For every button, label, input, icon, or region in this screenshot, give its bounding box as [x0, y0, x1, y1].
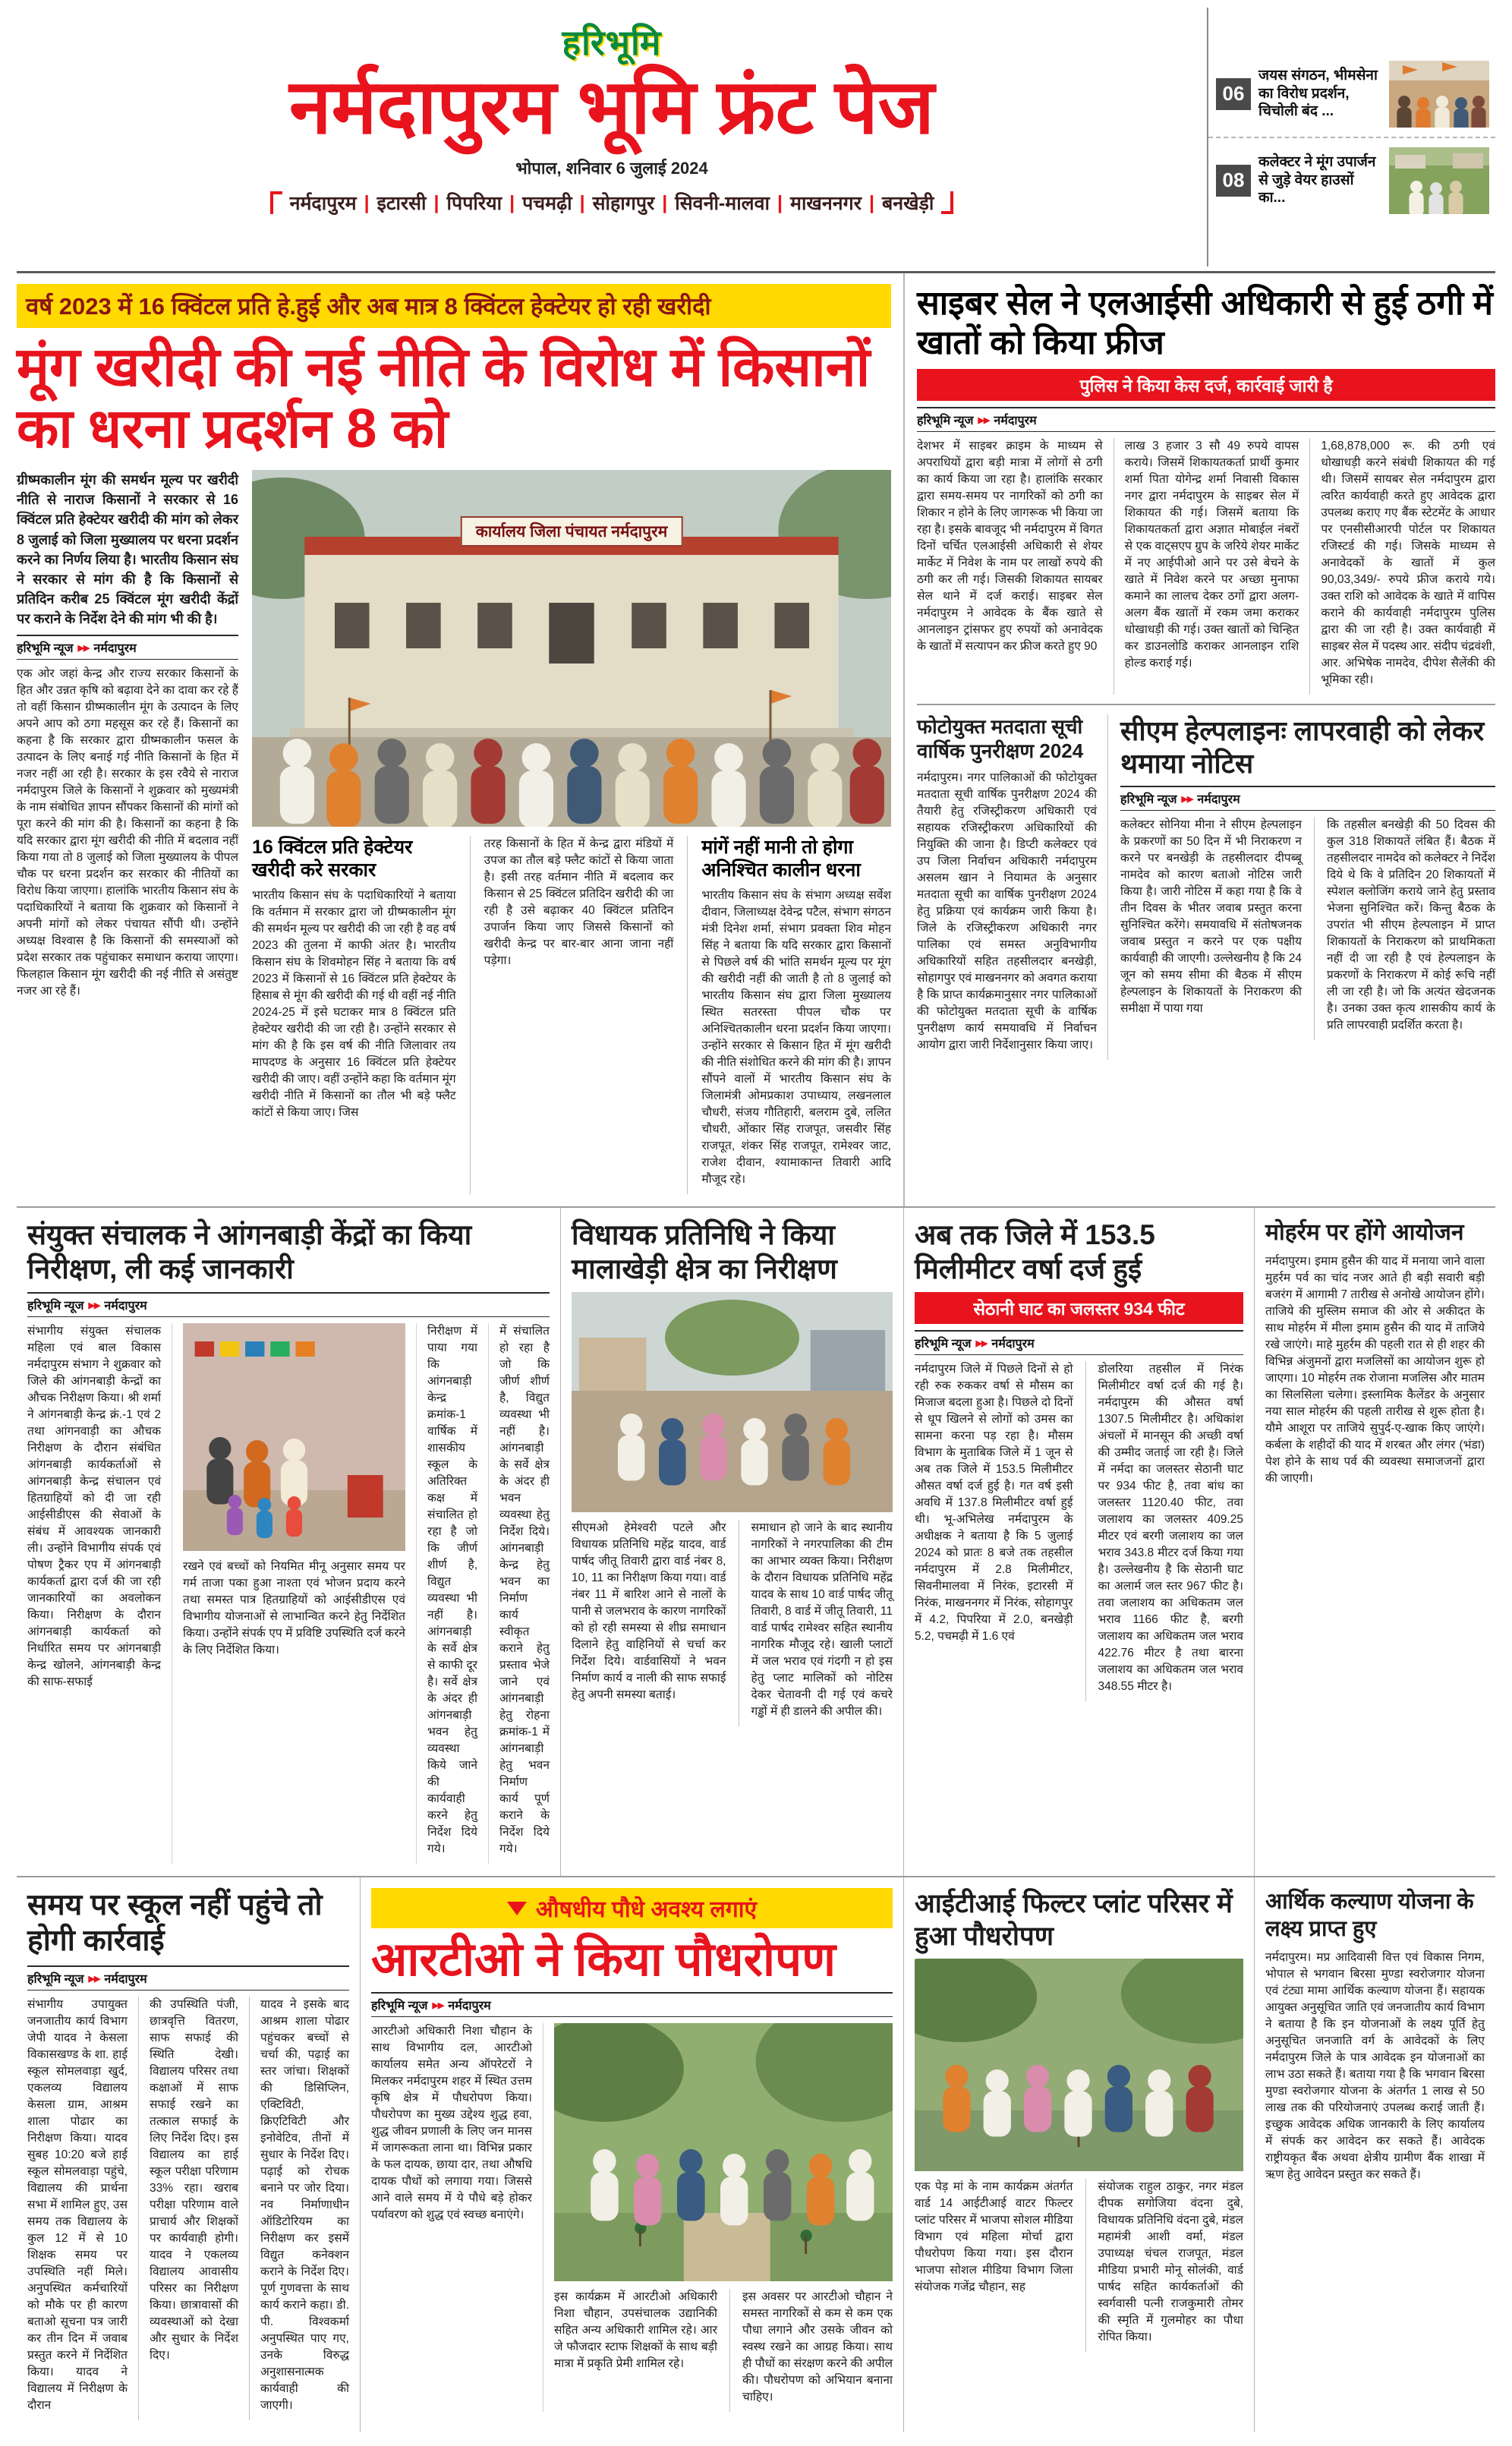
nav-item-narmadapuram[interactable]: नर्मदापुरम	[289, 193, 357, 214]
byline-agency: हरिभूमि न्यूज	[27, 1972, 84, 1986]
cm-helpline-column-1	[1120, 817, 1302, 1040]
iti-column-1	[915, 2179, 1073, 2352]
muharram-headline: मोहर्रम पर होंगे आयोजन	[1265, 1220, 1464, 1246]
body-text: कि तहसील बनखेड़ी की 50 दिवस की कुल 318 शिकायतें लंबित हैं। बैठक में तहसीलदार नामदेव को कलेक्टर ने निर्देश दिये थे कि वे प्रतिदिन 20 शिकायतों में स्पेशल क्लोजिंग कराये जाने हेतु प्रस्ताव भेजना सुनिश्चित करें। किन्तु बैठक के उपरांत भी सीएम हेल्पलाइन में प्राप्त शिकायतों के निराकरण को प्राथमिकता नहीं दी जा रही है एवं हेल्पलाइन के प्रकरणों के निराकरण में कोई रूचि नहीं ली जा रही है। जो कि अत्यंत खेदजनक है। उनका उक्त कृत्य शासकीय कार्य के प्रति लापरवाही प्रदर्शित करता है।	[1327, 818, 1495, 1032]
byline-city: नर्मदापुरम	[104, 1300, 147, 1313]
body-text: नर्मदापुरम। नगर पालिकाओं की फोटोयुक्त मतदाता सूची वार्षिक पुनरीक्षण 2024 की तैयारी हेतु रजिस्ट्रीकरण अधिकारी एवं सहायक रजिस्ट्रीकरण अधिकारियों की नियुक्ति की जाना है। डिप्टी कलेक्टर एवं उप जिला निर्वाचन अधिकारी नर्मदापुरम असलम खान ने नियामत के अनुसार मतदाता सूची का वार्षिक पुनरीक्षण 2024 हेतु प्रक्रिया एवं कार्यक्रम जारी किया है। जिले के रजिस्ट्रीकरण अधिकारी नगर पालिका एवं समस्त अनुविभागीय अधिकारियों सहित तहसीलदार बनखेड़ी, सोहागपुर एवं माखननगर को अवगत कराया है कि प्राप्त कार्यक्रमानुसार नगर पालिकाओं की फोटोयुक्त मतदाता सूची के वार्षिक पुनरीक्षण कार्य समयावधि में निर्वाचन आयोग द्वारा जारी निर्देशानुसार किया जाए।	[917, 771, 1097, 1051]
teaser-photo-warehouse	[1389, 147, 1489, 214]
lead-headline: मूंग खरीदी की नई नीति के विरोध में किसानों का धरना प्रदर्शन 8 को	[17, 337, 871, 459]
iti-photo	[915, 1959, 1243, 2171]
lead-sub-column-1	[252, 836, 456, 1194]
page-badge: 08	[1216, 165, 1251, 197]
separator	[509, 192, 515, 214]
rto-photo	[554, 2023, 893, 2281]
byline-arrows-icon	[1181, 792, 1192, 805]
malakhedi-headline: विधायक प्रतिनिधि ने किया मालाखेड़ी क्षेत्र का निरीक्षण	[572, 1219, 837, 1284]
cm-helpline-headline: सीएम हेल्पलाइनः लापरवाही को लेकर थमाया नोटिस	[1120, 714, 1485, 779]
school-story	[17, 1877, 360, 2432]
byline	[1120, 786, 1495, 811]
masthead-teasers	[1207, 8, 1495, 266]
byline-city: नर्मदापुरम	[994, 414, 1037, 427]
lead-story	[17, 273, 905, 1206]
body-text: संभागीय उपायुक्त जनजातीय कार्य विभाग जेपी यादव ने केसला विकासखण्ड के शा. हाई स्कूल सोमलवाड़ा खुर्द, एकलव्य विद्यालय केसला ग्राम, आश्रम शाला पोढार का निरीक्षण किया। यादव सुबह 10:20 बजे हाई स्कूल सोमलवाड़ा पहुंचे, विद्यालय की प्रार्थना सभा में शामिल हुए, उस समय तक विद्यालय के कुल 12 में से 10 शिक्षक समय पर उपस्थिति नहीं मिले। अनुपस्थित कर्मचारियों को मौके पर ही कारण बताओ सूचना पत्र जारी कर तीन दिन में जवाब प्रस्तुत करने में निर्देशित किया। यादव ने विद्यालय में निरीक्षण के दौरान	[27, 1997, 128, 2412]
masthead-main	[17, 8, 1207, 266]
rainfall-column-1	[915, 1361, 1073, 1701]
byline-agency: हरिभूमि न्यूज	[27, 1300, 84, 1313]
lead-sub-column-3	[687, 836, 891, 1194]
byline-agency: हरिभूमि न्यूज	[1120, 793, 1177, 807]
body-text: देशभर में साइबर क्राइम के माध्यम से अपराधियों द्वारा बड़ी मात्रा में लोगों से ठगी का कार्य किया जा रहा है। हालांकि सरकार द्वारा समय-समय पर नागरिकों को ठगी का शिकार न होने के लिए जागरूक भी किया जा रहा है। इसके बावजूद भी नर्मदापुरम में विगत दिनों चर्चित एलआईसी अधिकारी से शेयर मार्केट में निवेश के नाम पर लाखों रुपये की ठगी कर ली गई। जिसकी शिकायत सायबर सेल थाने में दर्ज कराई। साइबर सेल नर्मदापुरम ने आवेदक के बैंक खाते से आनलाइन ट्रांसफर हुए रुपयों को अनावेदक के खातों में सत्यापन कर फ्रीज करते हुए 90	[917, 439, 1103, 653]
byline-arrows-icon	[88, 1972, 99, 1985]
edition-nav	[17, 190, 1207, 216]
byline-agency: हरिभूमि न्यूज	[371, 2000, 428, 2013]
cm-helpline-story	[1120, 714, 1495, 1060]
byline	[27, 1965, 349, 1991]
malakhedi-story	[560, 1208, 903, 1876]
voterlist-story	[917, 714, 1108, 1060]
body-text: निरीक्षण में पाया गया कि आंगनबाड़ी केन्द्र क्रमांक-1 वार्षिक में शासकीय स्कूल के अतिरिक्त कक्ष में संचालित हो रहा है जो कि जीर्ण शीर्ण है, विद्युत व्यवस्था भी नहीं है। आंगनबाड़ी के सर्वे क्षेत्र से काफी दूर है। सर्वे क्षेत्र के अंदर ही आंगनबाड़ी भवन हेतु व्यवस्था किये जाने की कार्यवाही करने हेतु निर्देश दिये गये।	[427, 1325, 477, 1856]
anganwadi-story	[17, 1208, 560, 1876]
page-title: नर्मदापुरम भूमि फ्रंट पेज	[289, 65, 934, 150]
byline-arrows-icon	[88, 1298, 99, 1312]
byline-city: नर्मदापुरम	[448, 2000, 491, 2013]
byline-city: नर्मदापुरम	[104, 1972, 147, 1986]
nav-item-pachmarhi[interactable]: पचमढ़ी	[522, 193, 572, 214]
body-text: इस अवसर पर आरटीओ चौहान ने समस्त नागरिकों से कम से कम एक पौधा लगाने और उसके जीवन को स्वस्थ रखने का आग्रह किया। साथ ही पौधों का संरक्षण करने की अपील की। पौधरोपण को अभियान बनाना चाहिए।	[742, 2290, 893, 2404]
right-rail	[905, 273, 1495, 1206]
lead-kicker: वर्ष 2023 में 16 क्विंटल प्रति हे.हुई और अब मात्र 8 क्विंटल हेक्टेयर हो रही खरीदी	[17, 284, 891, 328]
bracket-left-icon	[270, 191, 282, 214]
school-column-3	[249, 1997, 349, 2420]
dateline: भोपाल, शनिवार 6 जुलाई 2024	[515, 159, 708, 178]
rto-column-2	[554, 2289, 717, 2412]
byline	[27, 1292, 550, 1317]
muharram-story	[1254, 1208, 1495, 1876]
byline-city: नर्मदापुरम	[93, 642, 137, 655]
anganwadi-column-1	[27, 1323, 161, 1864]
teaser-item-06[interactable]	[1208, 52, 1495, 137]
nav-item-pipariya[interactable]: पिपरिया	[446, 193, 502, 214]
teaser-text: कलेक्टर ने मूंग उपार्जन से जुड़े वेयर हाउसों का...	[1258, 153, 1376, 206]
sub-headline: मांगें नहीं मानी तो होगा अनिश्चित कालीन धरना	[701, 837, 861, 881]
nav-item-itarsi[interactable]: इटारसी	[376, 193, 427, 214]
body-text: 1,68,878,000 रू. की ठगी एवं धोखाधड़ी करने संबंधी शिकायत की गई थी। जिसमें सायबर सेल नर्मदापुरम द्वारा त्वरित कार्यवाही करते हुए आवेदक द्वारा उपलब्ध कराए गए बैंक स्टेटमेंट के आधार पर एनसीसीआरपी पोर्टल पर शिकायत रजिस्टर्ड की गई। जिसके माध्यम से अनावेदकों के खातों में कुल 90,03,349/- रुपये फ्रीज कराये गये। उक्त राशि को आवेदक के खाते में वापिस कराने की कार्यवाही नर्मदापुरम पुलिस द्वारा की जा रही है। उक्त कार्यवाही में साइबर सेल में पदस्थ आर. संदीप चंद्रवंशी, आर. अभिषेक नामदेव, दीपेश सैलेंकी की भूमिका रही।	[1321, 439, 1495, 686]
separator	[580, 192, 585, 214]
body-text: इस कार्यक्रम में आरटीओ अधिकारी निशा चौहान, उपसंचालक उद्यानिकी सहित अन्य अधिकारी शामिल रहे। आर जे फौजदार स्टाफ शिक्षकों के साथ बड़ी मात्रा में प्रकृति प्रेमी शामिल रहे।	[554, 2290, 717, 2371]
byline	[17, 635, 238, 660]
top-section	[17, 273, 1495, 1208]
cyber-column-2	[1114, 438, 1299, 695]
body-text: समाधान हो जाने के बाद स्थानीय नागरिकों ने नगरपालिका की टीम का आभार व्यक्त किया। निरीक्षण के दौरान विधायक प्रतिनिधि महेंद्र यादव के साथ 10 वार्ड पार्षद जीतू तिवारी, 8 वार्ड में जीतू तिवारी, 11 वार्ड पार्षद रामेश्वर सहित स्थानीय नागरिक मौजूद रहे। खाली प्लाटों में जल भराव एवं गंदगी न हो इस हेतु प्लाट मालिकों को नोटिस देकर चेतावनी दी गई एवं कचरे गड्ढों में ही डालने की अपील की।	[751, 1521, 893, 1719]
byline-arrows-icon	[978, 413, 989, 427]
rto-headline: आरटीओ ने किया पौधरोपण	[371, 1934, 836, 1987]
nav-item-makhannagar[interactable]: माखननगर	[790, 193, 862, 214]
iti-columns	[915, 2179, 1243, 2352]
bracket-right-icon	[941, 191, 953, 214]
byline-arrows-icon	[975, 1336, 987, 1350]
rainfall-column-2	[1085, 1361, 1244, 1701]
byline-arrows-icon	[432, 1998, 443, 2012]
rto-story	[360, 1877, 903, 2432]
body-text: रखने एवं बच्चों को नियमित मीनू अनुसार समय पर गर्म ताजा पका हुआ नाश्ता एवं भोजन प्रदाय करने तथा समस्त पात्र हितग्राहियों को आईसीडीएस एवं विभागीय योजनाओं से लाभान्वित करने हेतु निर्देशित किया। उन्होंने संपर्क एप में प्रविष्टि उपस्थिति दर्ज करने के लिए निर्देशित किया।	[183, 1560, 405, 1657]
anganwadi-column-3	[488, 1323, 550, 1864]
cm-helpline-column-2	[1314, 817, 1495, 1040]
body-text: कलेक्टर सोनिया मीना ने सीएम हेल्पलाइन के प्रकरणों का 50 दिन में भी निराकरण न करने पर बनखेड़ी के तहसीलदार दीपब्बू नामदेव को कारण बताओ नोटिस जारी किया है। जारी नोटिस में कहा गया है कि वे तीन दिवस के भीतर जवाब प्रस्तुत करना सुनिश्चित करेंगे। समयावधि में संतोषजनक जवाब प्रस्तुत न करने पर एक पक्षीय कार्यवाही की जाएगी। उल्लेखनीय है कि 24 जून को समय सीमा की बैठक में सीएम हेल्पलाइन के शिकायतों के निराकरण की समीक्षा में पाया गया	[1120, 818, 1302, 1016]
teaser-text: जयस संगठन, भीमसेना का विरोध प्रदर्शन, चिचोली बंद ...	[1258, 67, 1378, 120]
rto-photo-area	[543, 2023, 893, 2412]
cyber-column-1	[917, 438, 1103, 695]
rto-column-3	[729, 2289, 893, 2412]
malakhedi-column-1	[572, 1520, 726, 1726]
down-arrow-icon	[507, 1902, 527, 1915]
rainfall-headline: अब तक जिले में 153.5 मिलीमीटर वर्षा दर्ज हुई	[915, 1219, 1155, 1284]
malakhedi-columns	[572, 1520, 893, 1726]
body-text: नर्मदापुरम। मप्र आदिवासी वित्त एवं विकास निगम, भोपाल से भगवान बिरसा मुण्डा स्वरोजगार योजना एवं टंट्या मामा आर्थिक कल्याण योजना हैं। सहायक आयुक्त अनुसूचित जाति एवं जनजातीय कार्य विभाग ने बताया है कि इन योजनाओं के लक्ष्य पूर्ति हेतु अनुसूचित जनजाति वर्ग के आवेदकों के लिए नर्मदापुरम जिले के पात्र आवेदक इन योजनाओं का लाभ उठा सकते हैं। बताया गया है कि भगवान बिरसा मुण्डा स्वरोजगार योजना के अंतर्गत 1 लाख से 50 लाख तक की परियोजनाएं उपलब्ध कराई जाती हैं। इच्छुक आवेदक अधिक जानकारी के लिए कार्यालय में संपर्क कर आवेदन कर सकते हैं। आवेदक राष्ट्रीयकृत बैंक अथवा क्षेत्रीय ग्रामीण बैंक शाखा में ऋण हेतु आवेदन प्रस्तुत कर सकते हैं।	[1265, 1950, 1485, 2181]
body-text: सीएमओ हेमेश्वरी पटले और विधायक प्रतिनिधि महेंद्र यादव, वार्ड पार्षद जीतू तिवारी द्वारा वार्ड नंबर 8, 10, 11 का निरीक्षण किया गया। वार्ड नंबर 11 में बारिश आने से नालों के पानी से जलभराव के कारण नागरिकों को हो रही समस्या से शीघ्र समाधान दिलाने हेतु वाहिनियों से चर्चा कर निर्देश दिये। वार्डवासियों ने भवन निर्माण कार्य व नाली की साफ सफाई हेतु अपनी समस्या बताई।	[572, 1521, 726, 1702]
cyber-columns	[917, 438, 1495, 695]
anganwadi-column-2	[416, 1323, 477, 1864]
body-text: भारतीय किसान संघ के संभाग अध्यक्ष सर्वेश दीवान, जिलाध्यक्ष देवेन्द्र पटैल, संभाग संगठन मंत्री दिनेश शर्मा, संभाग प्रवक्ता शिव मोहन सिंह ने बताया कि यदि सरकार द्वारा किसानों से पिछले वर्ष की भांति समर्थन मूल्य पर मूंग की खरीदी नहीं की जाती है तो 8 जुलाई को भारतीय किसान संघ द्वारा जिला मुख्यालय स्थित सतरस्ता पीपल चौक पर अनिश्चितकालीन धरना प्रदर्शन किया जाएगा। उन्होंने सरकार से किसान हित में मूंग खरीदी की नीति संशोधित करने की मांग की है। ज्ञापन सौंपने वालों में भारतीय किसान संघ के जिलामंत्री ओमप्रकाश उपाध्याय, लखनलाल चौधरी, संजय गौतिहारी, बलराम दुबे, ललित चौधरी, ओंकार सिंह राजपूत, जसवीर सिंह राजपूत, शंकर सिंह राजपूत, रामेश्वर जाट, राजेश दीवान, श्यामाकान्त तिवारी आदि मौजूद रहे।	[701, 889, 891, 1187]
anganwadi-photo	[183, 1323, 405, 1551]
school-column-2	[138, 1997, 238, 2420]
byline-agency: हरिभूमि न्यूज	[915, 1338, 972, 1351]
rto-bottom-columns	[554, 2289, 893, 2412]
body-text: यादव ने इसके बाद आश्रम शाला पोढार पहुंचकर बच्चों से चर्चा की, पढ़ाई का स्तर जांचा। शिक्षकों की डिसिप्लिन, एक्टिविटी, क्रिएटिविटी और इनोवेटिव, तीनों में सुधार के निर्देश दिए। पढ़ाई को रोचक बनाने पर जोर दिया। नव निर्माणाधीन ऑडिटोरियम का निरीक्षण कर इसमें विद्युत कनेक्शन कराने के निर्देश दिए। पूर्ण गुणवत्ता के साथ कार्य कराने कहा। डी. पी. विश्वकर्मा अनुपस्थित पाए गए, उनके विरुद्ध अनुशासनात्मक कार्यवाही की जाएगी।	[260, 1997, 349, 2412]
lead-intro: ग्रीष्मकालीन मूंग की समर्थन मूल्य पर खरीदी नीति से नाराज किसानों ने सरकार से 16 क्विंटल प्रति हेक्टेयर खरीदी की मांग को लेकर 8 जुलाई को जिला मुख्यालय पर धरना प्रदर्शन करने का निर्णय लिया है। भारतीय किसान संघ ने सरकार से मांग की है कि किसानों से प्रतिदिन करीब 25 क्विंटल मूंग खरीदी केंद्रों पर कराने के निर्देश देने की मांग भी की है।	[17, 472, 238, 626]
nav-item-bankhedi[interactable]: बनखेड़ी	[881, 193, 934, 214]
byline-arrows-icon	[77, 641, 89, 654]
anganwadi-photo-column	[172, 1323, 405, 1864]
lead-sub-columns	[252, 836, 891, 1194]
lead-right-area	[252, 470, 891, 1194]
body-text: एक ओर जहां केन्द्र और राज्य सरकार किसानों के हित और उन्नत कृषि को बढ़ावा देने का दावा कर रहे हैं तो वहीं किसान ग्रीष्मकालीन मूंग के उत्पादन के लिए अपने आप को ठगा महसूस कर रहे हैं। किसानों का कहना है कि सरकार द्वारा ग्रीष्मकालीन फसल के उत्पादन के लिए बनाई गई नीति किसानों के हित में नजर नहीं आ रही है। सरकार के इस रवैये से नाराज नर्मदापुरम जिले के किसानों ने शुक्रवार को मुख्यमंत्री के नाम संबोधित ज्ञापन सौंपकर किसानों की मांगों को पूरा करने की मांग की है। किसानों का कहना है कि यदि सरकार द्वारा मूंग खरीदी की नीति में बदलाव नहीं किया गया तो 8 जुलाई को जिला मुख्यालय के पीपल चौक पर धरना प्रदर्शन कर सरकार की नीतियों का विरोध किया जाएगा। हालांकि भारतीय किसान संघ के पदाधिकारियों ने बताया कि शुक्रवार को किसानों ने अपनी मांगों को लेकर पंचायत सौंपी थी। उन्होंने अध्यक्ष विश्वास है कि किसानों की समस्याओं को प्रदेश सरकार तक पहुंचाकर समाधान कराया जाएगा। फिलहाल किसान मूंग खरीदी की नई नीति से असंतुष्ट नजर आ रहे हैं।	[17, 667, 238, 998]
body-text: संयोजक राहुल ठाकुर, नगर मंडल दीपक सगोजिया वंदना दुबे, विधायक प्रतिनिधि वंदना दुबे, मंडल महामंत्री आशी वर्मा, मंडल उपाध्यक्ष चंचल राजपूत, मंडल मीडिया प्रभारी मोनू सोलंकी, वार्ड पार्षद सहित कार्यकर्ताओं की स्वर्गवासी पत्नी राजकुमारी तोमर की स्मृति में गुलमोहर का पौधा रोपित किया।	[1098, 2180, 1243, 2344]
iti-story	[903, 1877, 1254, 2432]
rto-kicker-text: औषधीय पौधे अवश्य लगाएं	[535, 1897, 758, 1923]
body-text: में संचालित हो रहा है जो कि जीर्ण शीर्ण है, विद्युत व्यवस्था भी नहीं है। आंगनबाड़ी के सर्वे क्षेत्र के अंदर ही भवन व्यवस्था हेतु निर्देश दिये। आंगनबाड़ी केन्द्र हेतु भवन का निर्माण कार्य स्वीकृत कराने हेतु प्रस्ताव भेजे जाने एवं आंगनबाड़ी हेतु रोहना क्रमांक-1 में आंगनबाड़ी हेतु भवन निर्माण कार्य पूर्ण कराने के निर्देश दिये गये।	[499, 1325, 550, 1856]
body-text: तरह किसानों के हित में केन्द्र द्वारा मंडियों में उपज का तौल बड़े फ्लैट कांटों से किया जाता है। इसी तरह वर्तमान नीति में बदलाव कर किसान से 25 क्विंटल प्रतिदिन खरीदी की जा रही है उसे बढ़ाकर 40 क्विंटल प्रतिदिन उपार्जन किया जाए जिससे किसानों को खरीदी केन्द्र पर बार-बार आना जाना नहीं पड़ेगा।	[484, 837, 674, 968]
separator	[869, 192, 874, 214]
teaser-photo-protest	[1389, 61, 1489, 128]
separator	[777, 192, 783, 214]
body-text: लाख 3 हजार 3 सौ 49 रुपये वापस कराये। जिसमें शिकायतकर्ता प्रार्थी कुमार शर्मा पिता योगेन्द्र शर्मा निवासी विकास नगर द्वारा नर्मदापुरम के साइबर सेल में शिकायत की गई। जिसमें बताया कि शिकायतकर्ता द्वारा अज्ञात मोबाईल नंबरों से एक वाट्सएप ग्रुप के जरिये शेयर मार्केट में नए आईपीओ आने पर उसे बेचने के खाते में निवेश करने पर अच्छा मुनाफा कमाने का लालच देकर ठगों द्वारा अलग-अलग बैंक खातों में रकम जमा कराकर धोखाधड़ी की गई। उक्त खातों को चिन्हित कर डाउनलोडि कराकर आनलाइन राशि होल्ड कराई गई।	[1124, 439, 1299, 670]
rainfall-subhead-bar: सेठानी घाट का जलस्तर 934 फीट	[915, 1292, 1243, 1324]
body-text: डोलरिया तहसील में निरंक मिलीमीटर वर्षा दर्ज की गई है। नर्मदापुरम की औसत वर्षा 1307.5 मिलीमीटर है। अधिकांश अंचलों में मानसून की अच्छी वर्षा की उम्मीद जताई जा रही है। जिले में नर्मदा का जलस्तर सेठानी घाट पर 934 फीट है, तवा बांध का जलस्तर 1120.40 फीट, तवा जलाशय का जलस्तर 409.25 मीटर एवं बरगी जलाशय का जल भराव 343.8 मीटर दर्ज किया गया है। उल्लेखनीय है कि सेठानी घाट का अलार्म जल स्तर 967 फीट है। तवा जलाशय का अधिकतम जल भराव 1166 फीट है, बरगी जलाशय का अधिकतम जल भराव 422.76 मीटर है तथा बारना जलाशय का अधिकतम जल भराव 348.55 मीटर है।	[1098, 1363, 1243, 1694]
separator	[662, 192, 667, 214]
rto-kicker	[371, 1888, 893, 1928]
teaser-item-08[interactable]	[1208, 137, 1495, 223]
office-sign: कार्यालय जिला पंचायत नर्मदापुरम	[461, 516, 683, 547]
cyber-column-3	[1309, 438, 1495, 695]
haribhoomi-logo: हरिभूमि	[562, 23, 662, 62]
rail-bottom	[917, 704, 1495, 1060]
body-text: संभागीय संयुक्त संचालक महिला एवं बाल विकास नर्मदापुरम संभाग ने शुक्रवार को जिले की आंगनबाड़ी केन्द्रों का औचक निरीक्षण किया। श्री शर्मा ने आंगनबाड़ी केन्द्र क्रं.-1 एवं 2 तथा आंगनवाड़ी का औचक निरीक्षण के दौरान संबंधित आंगनबाड़ी कार्यकर्ताओं से आंगनबाड़ी केन्द्र संचालन एवं हितग्राहियों को दी जा रही आईसीडीएस की सेवाओं के संबंध में आवश्यक जानकारी ली। उन्होंने विभागीय संपर्क एवं पोषण ट्रैकर एप में आंगनबाड़ी कार्यकर्ता द्वारा दर्ज की जा रही जानकारियों का अवलोकन किया। निरीक्षण के दौरान आंगनबाड़ी कार्यकर्ता को निर्धारित समय पर आंगनबाड़ी केन्द्र खोलने, आंगनबाड़ी केन्द्र की साफ-सफाई	[27, 1325, 161, 1689]
school-columns	[27, 1997, 349, 2420]
welfare-story	[1254, 1877, 1495, 2432]
byline	[917, 407, 1495, 432]
anganwadi-headline: संयुक्त संचालक ने आंगनबाड़ी केंद्रों का किया निरीक्षण, ली कई जानकारी	[27, 1219, 472, 1284]
rto-columns	[371, 2023, 893, 2412]
voterlist-headline: फोटोयुक्त मतदाता सूची वार्षिक पुनरीक्षण 2024	[917, 714, 1084, 763]
school-column-1	[27, 1997, 128, 2420]
masthead	[17, 8, 1495, 273]
malakhedi-column-2	[739, 1520, 893, 1726]
byline	[371, 1992, 893, 2017]
body-text: नर्मदापुरम। इमाम हुसैन की याद में मनाया जाने वाला मुहर्रम पर्व का चांद नजर आते ही बड़ी सवारी बड़ी बजरंग में आगामी 7 तारीख से अनोखे आयोजन होंगे। ताजिये की मुस्लिम समाज की ओर से अकीदत के साथ मोहर्रम में मीला इमाम हुसैन की याद में ताजिये रखे जाएंगे। माहे मुहर्रम की पहली रात से ही शहर की विभिन्न अंजुमनों द्वारा मजलिसों का आयोजन शुरू हो जाएगा। 10 मोहर्रम तक रोजाना मजलिस और मातम का सिलसिला चलेगा। इस्लामिक कैलेंडर के अनुसार नया साल मोहर्रम की पहली तारीख से शुरू होता है। यौमे आशूरा पर ताजिये सुपुर्द-ए-खाक किए जाएंगे। कर्बला के शहीदों की याद में शरबत और लंगर (भंडा) पेश होने के साथ पर्व की व्यवस्था समाजजनों द्वारा की जाएगी।	[1265, 1254, 1485, 1485]
lead-sub-column-2	[470, 836, 674, 1194]
page-badge: 06	[1216, 78, 1251, 110]
anganwadi-columns	[27, 1323, 550, 1864]
lead-left-column	[17, 470, 238, 1194]
byline-city: नर्मदापुरम	[991, 1338, 1035, 1351]
rto-column-1	[371, 2023, 532, 2412]
cyber-headline: साइबर सेल ने एलआईसी अधिकारी से हुई ठगी में खातों को किया फ्रीज	[917, 285, 1493, 361]
cm-helpline-columns	[1120, 817, 1495, 1040]
sub-headline: 16 क्विंटल प्रति हेक्टेयर खरीदी करे सरकार	[252, 837, 413, 881]
body-text: भारतीय किसान संघ के पदाधिकारियों ने बताया कि वर्तमान में सरकार द्वारा जो ग्रीष्मकालीन मूंग की समर्थन मूल्य पर खरीदी की जा रही है वह वर्ष 2023 की तुलना में काफी अंतर है। भारतीय किसान संघ के शिवमोहन सिंह ने बताया कि वर्ष 2023 में किसानों से 16 क्विंटल प्रति हेक्टेयर के हिसाब से मूंग की खरीदी की गई थी वहीं नई नीति 2024-25 में इसे घटाकर मात्र 8 क्विंटल प्रति हेक्टेयर खरीदी की जा रही है। उन्होंने सरकार से मांग की है कि इस वर्ष की नीति जिलावार तय मापदण्ड के अनुसार 16 क्विंटल प्रति हेक्टेयर खरीदी की जाए। वहीं उन्होंने कहा कि वर्तमान मूंग खरीदी नीति में किसानों का तौल भी बड़े फ्लैट कांटों से किया जाए। जिस	[252, 889, 456, 1120]
middle-band	[17, 1208, 1495, 1877]
lead-photo	[252, 470, 891, 827]
separator	[434, 192, 439, 214]
body-text: की उपस्थिति पंजी, छात्रवृत्ति वितरण, साफ सफाई की स्थिति देखी। विद्यालय परिसर तथा कक्षाओं में साफ सफाई रखने का तत्काल सफाई के लिए निर्देश दिए। इस विद्यालय का हाई स्कूल परीक्षा परिणाम 33% रहा। खराब परीक्षा परिणाम वाले प्राचार्य और शिक्षकों पर कार्यवाही होगी। यादव ने एकलव्य विद्यालय आवासीय परिसर का निरीक्षण किया। छात्रावासों की व्यवस्थाओं को देखा और सुधार के निर्देश दिए।	[150, 1997, 238, 2362]
cyber-story	[917, 284, 1495, 695]
school-headline: समय पर स्कूल नहीं पहुंचे तो होगी कार्रवाई	[27, 1889, 323, 1957]
body-text: नर्मदापुरम जिले में पिछले दिनों से हो रही रुक रुककर वर्षा से मौसम का मिजाज बदला हुआ है। पिछले दो दिनों से धूप खिलने से लोगों को उमस का सामना करना पड़ रहा है। मौसम विभाग के मुताबिक जिले में 1 जून से अब तक जिले में 153.5 मिलीमीटर औसत वर्षा दर्ज हुई है। गत वर्ष इसी अवधि में 137.8 मिलीमीटर वर्षा हुई थी। भू-अभिलेख नर्मदापुरम के अधीक्षक ने बताया है कि 5 जुलाई 2024 को प्रातः 8 बजे तक तहसील नर्मदापुरम में 2.8 मिलीमीटर, सिवनीमालवा में निरंक, इटारसी में निरंक, माखननगर में निरंक, सोहागपुर में 4.2, पिपरिया में 2.0, बनखेड़ी 5.2, पचमढ़ी में 1.6 एवं	[915, 1363, 1073, 1644]
byline	[915, 1330, 1243, 1355]
nav-item-seoni-malwa[interactable]: सिवनी-मालवा	[675, 193, 770, 214]
cyber-subhead-bar: पुलिस ने किया केस दर्ज, कार्रवाई जारी है	[917, 369, 1495, 401]
body-text: एक पेड़ मां के नाम कार्यक्रम अंतर्गत वार्ड 14 आईटीआई वाटर फिल्टर प्लांट परिसर में भाजपा सोशल मीडिया विभाग एवं महिला मोर्चा द्वारा पौधरोपण किया गया। इस दौरान भाजपा सोशल मीडिया विभाग जिला संयोजक गजेंद्र चौहान, सह	[915, 2180, 1073, 2294]
separator	[364, 192, 370, 214]
nav-item-sohagpur[interactable]: सोहागपुर	[592, 193, 655, 214]
rainfall-columns	[915, 1361, 1243, 1701]
body-text: आरटीओ अधिकारी निशा चौहान के साथ विभागीय दल, आरटीओ कार्यालय समेत अन्य ऑपरेटरों ने मिलकर नर्मदापुरम शहर में स्थित उत्तम कृषि क्षेत्र में पौधरोपण किया। पौधरोपण का मुख्य उद्देश्य शुद्ध हवा, शुद्ध जीवन प्रणाली के लिए जन मानस में जागरूकता लाना था। विभिन्न प्रकार के फल दायक, छाया दार, तथा औषधि दायक पौधों को लगाया गया। जिससे आने वाले समय में ये पौधे बड़े होकर पर्यावरण को शुद्ध एवं स्वच्छ बनाएंगे।	[371, 2025, 532, 2222]
malakhedi-photo	[572, 1292, 893, 1512]
iti-column-2	[1085, 2179, 1244, 2352]
byline-city: नर्मदापुरम	[1197, 793, 1240, 807]
byline-agency: हरिभूमि न्यूज	[917, 414, 974, 427]
welfare-headline: आर्थिक कल्याण योजना के लक्ष्य प्राप्त हुए	[1265, 1890, 1474, 1942]
byline-agency: हरिभूमि न्यूज	[17, 642, 74, 655]
bottom-band	[17, 1877, 1495, 2432]
iti-headline: आईटीआई फिल्टर प्लांट परिसर में हुआ पौधरोपण	[915, 1889, 1233, 1951]
rainfall-story	[903, 1208, 1254, 1876]
